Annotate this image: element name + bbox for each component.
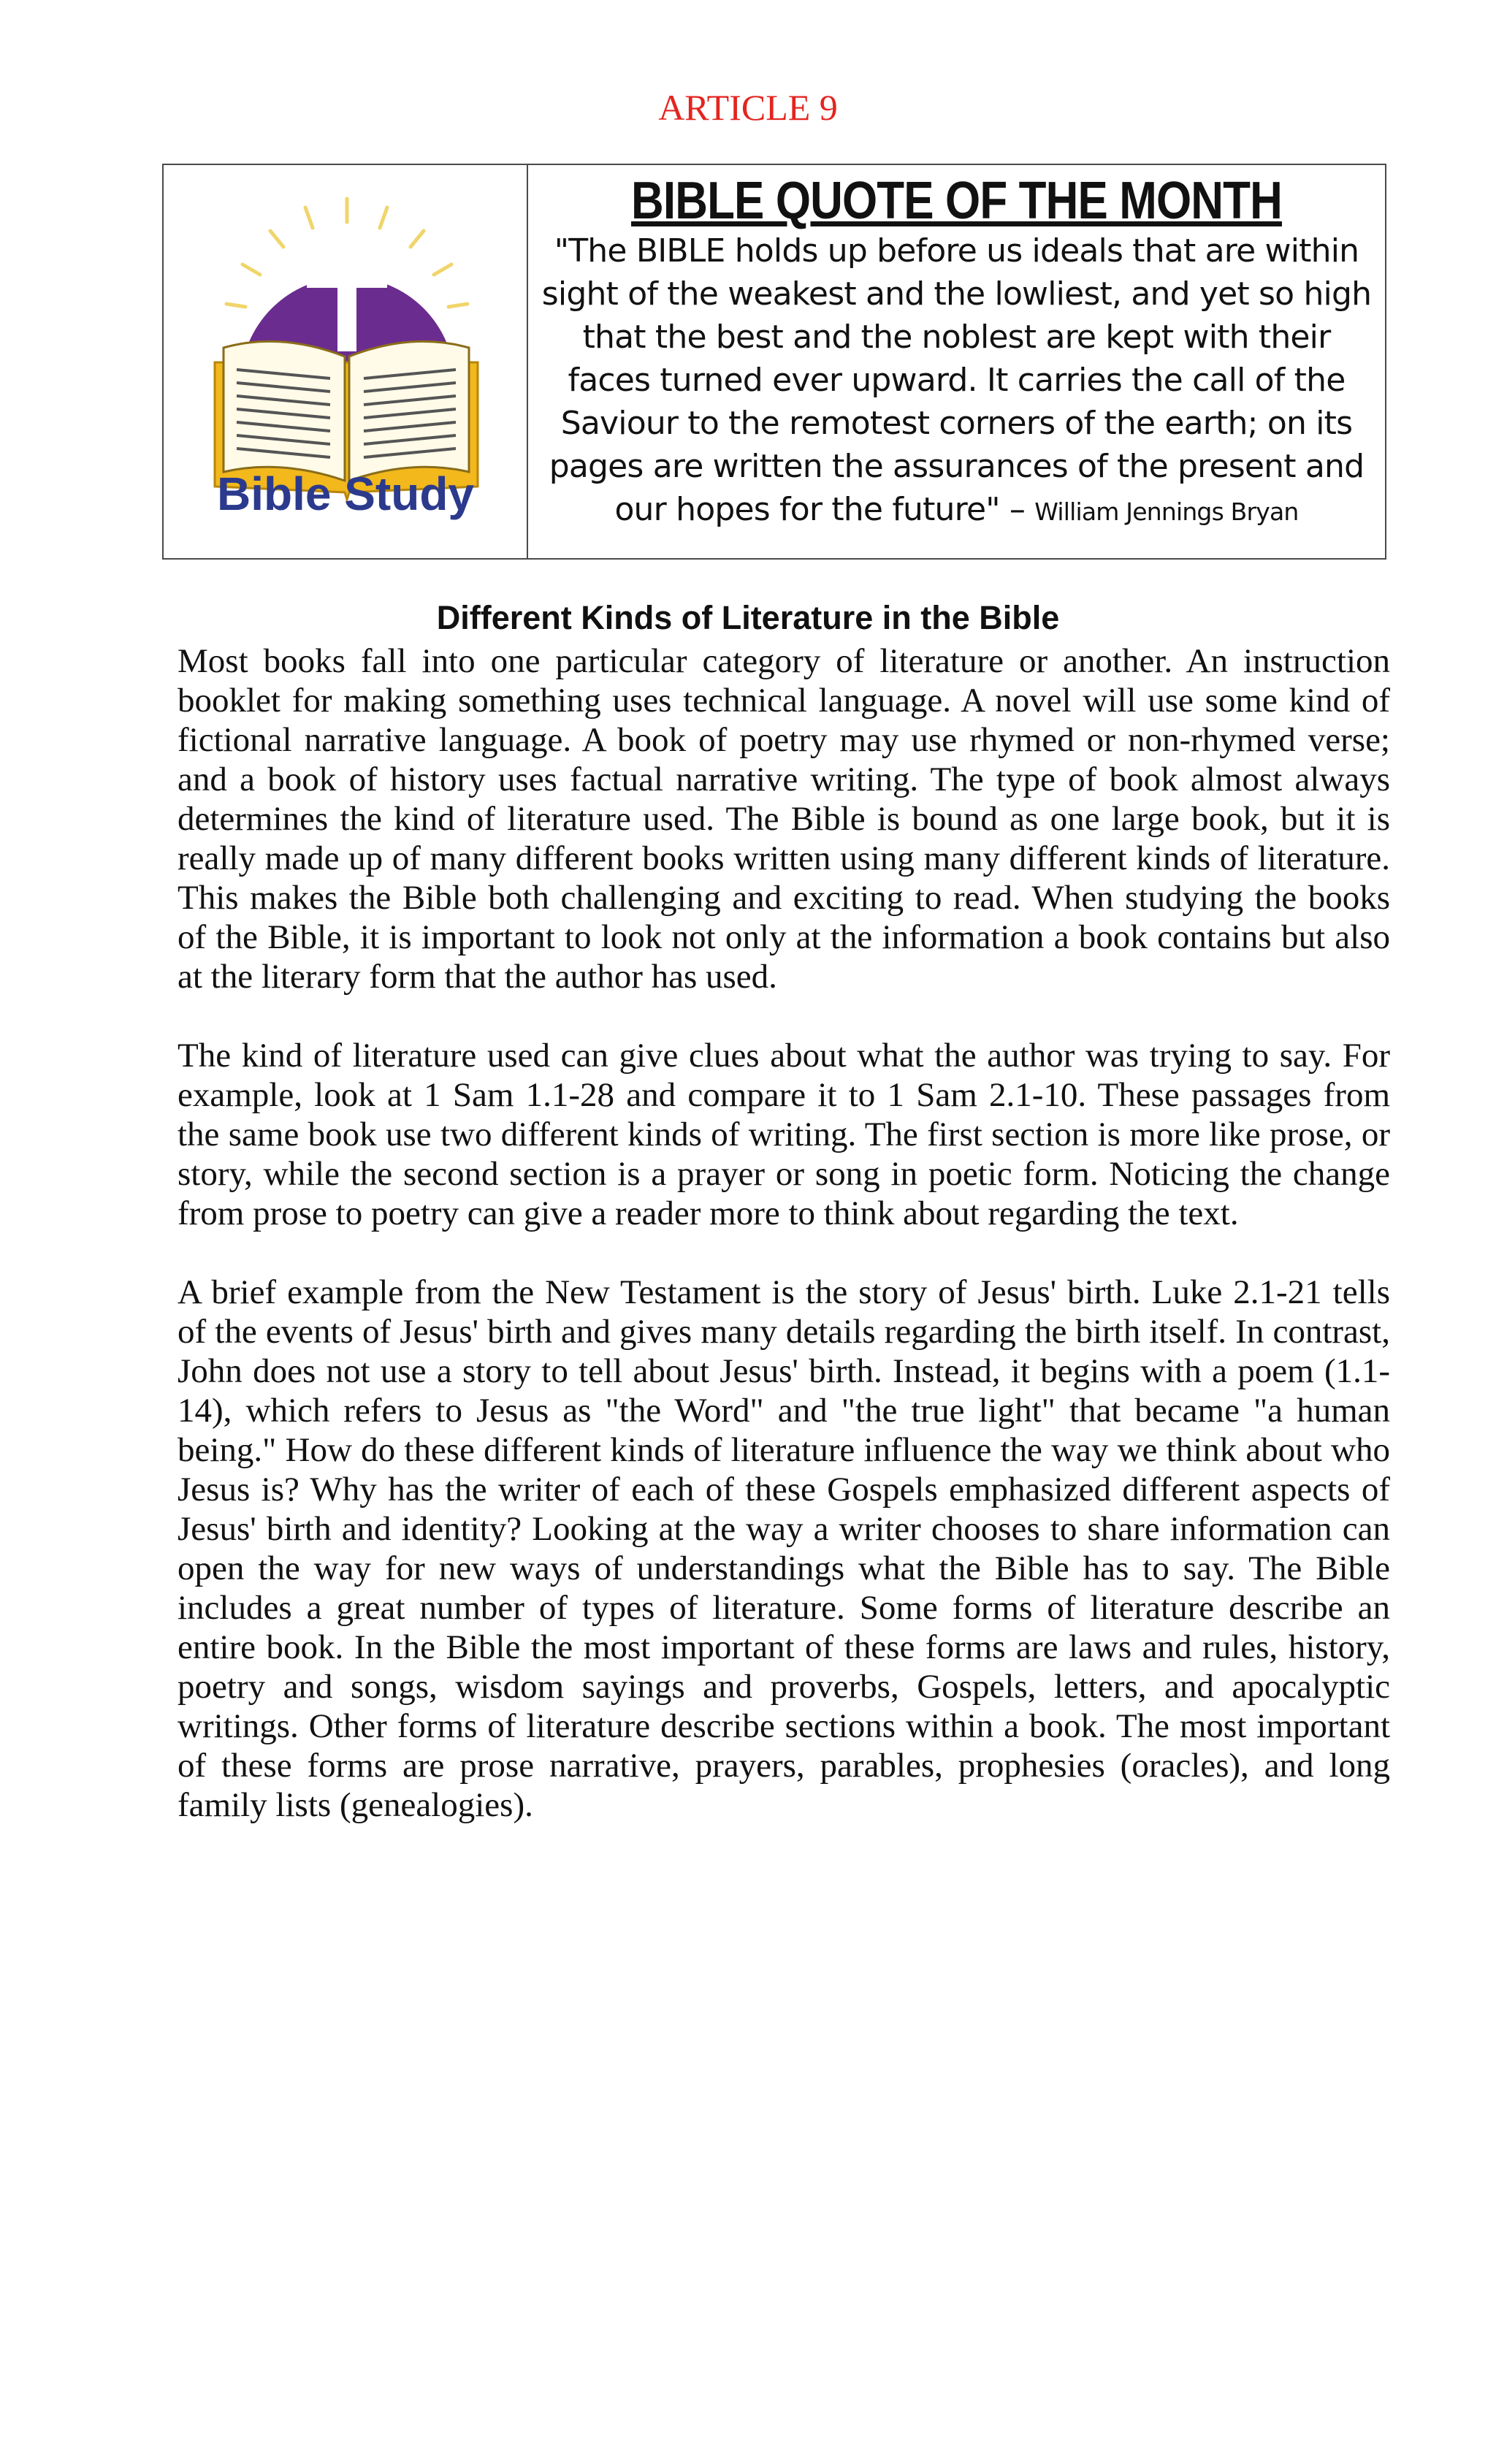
quote-body: "The BIBLE holds up before us ideals that are within sight of the weakest and the lowliest, and yet so high that the best and the noblest are kept with their faces turned ever upward. It carries the call of the Saviour to the remotest corners of the earth; on its pages are written the assurances of the present and our hopes for the future" – xyxy=(541,232,1372,528)
logo-caption: Bible Study xyxy=(216,468,475,520)
section-title: Different Kinds of Literature in the Bible xyxy=(436,599,1060,636)
paragraph: Most books fall into one particular category of literature or another. An instruction booklet for making something uses technical language. A novel will use some kind of fictional narrative language. A book of poetry may use rhymed or non-rhymed verse; and a book of history uses factual narrative writing. The type of book almost always determines the kind of literature used. The Bible is bound as one large book, but it is really made up of many different books written using many different kinds of literature. This makes the Bible both challenging and exciting to read. When studying the books of the Bible, it is important to look not only at the information a book contains but also at the literary form that the author has used. xyxy=(178,642,1390,996)
paragraph: A brief example from the New Testament is the story of Jesus' birth. Luke 2.1-21 tells of the events of Jesus' birth and gives many details regarding the birth itself. In contrast, John does not use a story to tell about Jesus' birth. Instead, it begins with a poem (1.1-14), which refers to Jesus as "the Word" and "the true light" that became "a human being." How do these different kinds of literature influence the way we think about who Jesus is? Why has the writer of each of these Gospels emphasized different aspects of Jesus' birth and identity? Looking at the way a writer chooses to share information can open the way for new ways of understandings what the Bible has to say. The Bible includes a great number of types of literature. Some forms of literature describe an entire book. In the Bible the most important of these forms are laws and rules, history, poetry and songs, wisdom sayings and proverbs, Gospels, letters, and apocalyptic writings. Other forms of literature describe sections within a book. The most important of these forms are prose narrative, prayers, parables, prophesies (oracles), and long family lists (genealogies). xyxy=(178,1273,1390,1824)
quote-author: William Jennings Bryan xyxy=(1034,497,1299,526)
bible-book-cross-icon xyxy=(164,165,528,560)
article-label: ARTICLE 9 xyxy=(658,87,838,128)
article-body xyxy=(178,641,1390,1864)
paragraph: The kind of literature used can give clues about what the author was trying to say. For example, look at 1 Sam 1.1-28 and compare it to 1 Sam 2.1-10. These passages from the same book use two different kinds of writing. The first section is more like prose, or story, while the second section is a prayer or song in poetic form. Noticing the change from prose to poetry can give a reader more to think about regarding the text. xyxy=(178,1037,1390,1232)
quote-heading: BIBLE QUOTE OF THE MONTH xyxy=(631,172,1282,230)
quote-box xyxy=(162,164,1386,560)
quote-text xyxy=(537,229,1376,533)
quote-cell xyxy=(528,165,1385,558)
bible-study-logo xyxy=(164,165,528,558)
